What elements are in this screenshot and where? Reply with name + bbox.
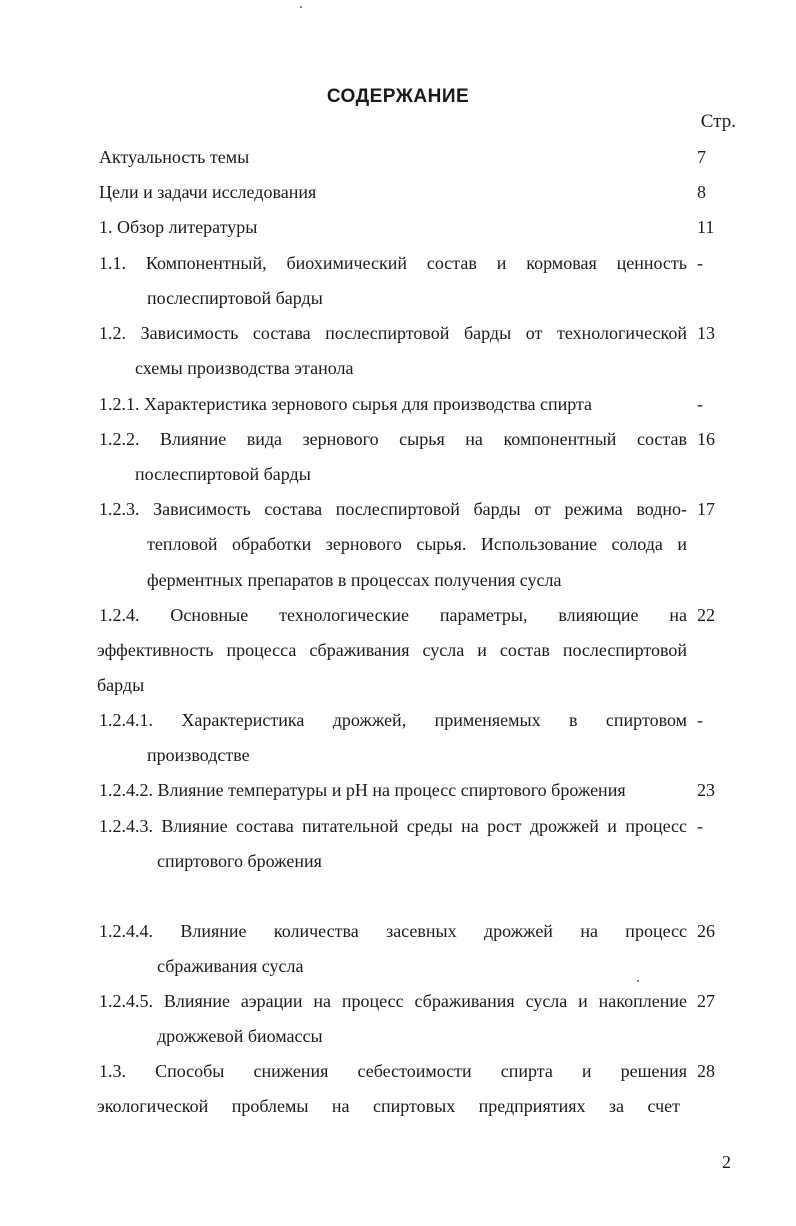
toc-page-number: 27 bbox=[697, 991, 715, 1011]
toc-entry-line: дрожжевой биомассы bbox=[157, 1026, 323, 1046]
toc-entry-line: 1.1. Компонентный, биохимический состав и кормовая ценность bbox=[99, 253, 687, 273]
toc-entry-line: послеспиртовой барды bbox=[147, 288, 323, 308]
toc-page-number: - bbox=[697, 394, 703, 414]
toc-entry-line: Цели и задачи исследования bbox=[99, 182, 317, 202]
toc-entry-line: сбраживания сусла bbox=[157, 956, 304, 976]
toc-entry-line: 1.2.2. Влияние вида зернового сырья на компонентный состав bbox=[99, 429, 687, 449]
scan-speck bbox=[300, 6, 302, 8]
toc-page-number: 11 bbox=[697, 217, 715, 237]
toc-page-number: 7 bbox=[697, 147, 706, 167]
toc-entry-line: 1.2.4.5. Влияние аэрации на процесс сбраживания сусла и накопление bbox=[99, 991, 687, 1011]
toc-page-number: - bbox=[697, 253, 703, 273]
toc-entry-line: 1.2.4. Основные технологические параметры, влияющие на bbox=[99, 605, 687, 625]
page-column-label: Стр. bbox=[700, 111, 736, 132]
toc-page-number: 16 bbox=[697, 429, 715, 449]
toc-entry-line: 1. Обзор литературы bbox=[99, 217, 258, 237]
toc-entry-line: барды bbox=[97, 675, 145, 695]
toc-page-number: 8 bbox=[697, 182, 706, 202]
toc-page-number: 26 bbox=[697, 921, 715, 941]
toc-entry-line: 1.2.4.2. Влияние температуры и pH на процесс спиртового брожения bbox=[99, 780, 626, 800]
toc-entry-line: 1.3. Способы снижения себестоимости спирта и решения bbox=[99, 1061, 687, 1081]
toc-entry-line: тепловой обработки зернового сырья. Использование солода и bbox=[147, 534, 687, 554]
toc-page-number: 17 bbox=[697, 499, 715, 519]
toc-entry-line: 1.2.4.1. Характеристика дрожжей, применяемых в спиртовом bbox=[99, 710, 687, 730]
toc-entry-line: схемы производства этанола bbox=[135, 358, 354, 378]
toc-page-number: 22 bbox=[697, 605, 715, 625]
toc-entry-line: послеспиртовой барды bbox=[135, 464, 311, 484]
toc-entry-line: 1.2.1. Характеристика зернового сырья для производства спирта bbox=[99, 394, 593, 414]
toc-entry-line: экологической проблемы на спиртовых предприятиях за счет bbox=[97, 1096, 680, 1116]
toc-page-number: 28 bbox=[697, 1061, 715, 1081]
toc-entry-line: производстве bbox=[147, 745, 250, 765]
page-number: 2 bbox=[722, 1152, 731, 1172]
page-title: СОДЕРЖАНИЕ bbox=[326, 86, 470, 107]
scan-speck bbox=[637, 980, 639, 982]
toc-entry-line: 1.2.3. Зависимость состава послеспиртовой барды от режима водно- bbox=[99, 499, 687, 519]
toc-entry-line: 1.2.4.4. Влияние количества засевных дрожжей на процесс bbox=[99, 921, 687, 941]
toc-entry-line: 1.2. Зависимость состава послеспиртовой барды от технологической bbox=[99, 323, 687, 343]
toc-page-number: 23 bbox=[697, 780, 715, 800]
toc-page-number: - bbox=[697, 816, 703, 836]
toc-entry-line: ферментных препаратов в процессах получения сусла bbox=[147, 570, 562, 590]
toc-entry-line: 1.2.4.3. Влияние состава питательной среды на рост дрожжей и процесс bbox=[99, 816, 687, 836]
toc-entry-line: Актуальность темы bbox=[99, 147, 250, 167]
toc-entry-line: эффективность процесса сбраживания сусла и состав послеспиртовой bbox=[97, 640, 687, 660]
toc-page-number: 13 bbox=[697, 323, 715, 343]
toc-page-number: - bbox=[697, 710, 703, 730]
toc-entry-line: спиртового брожения bbox=[157, 851, 322, 871]
